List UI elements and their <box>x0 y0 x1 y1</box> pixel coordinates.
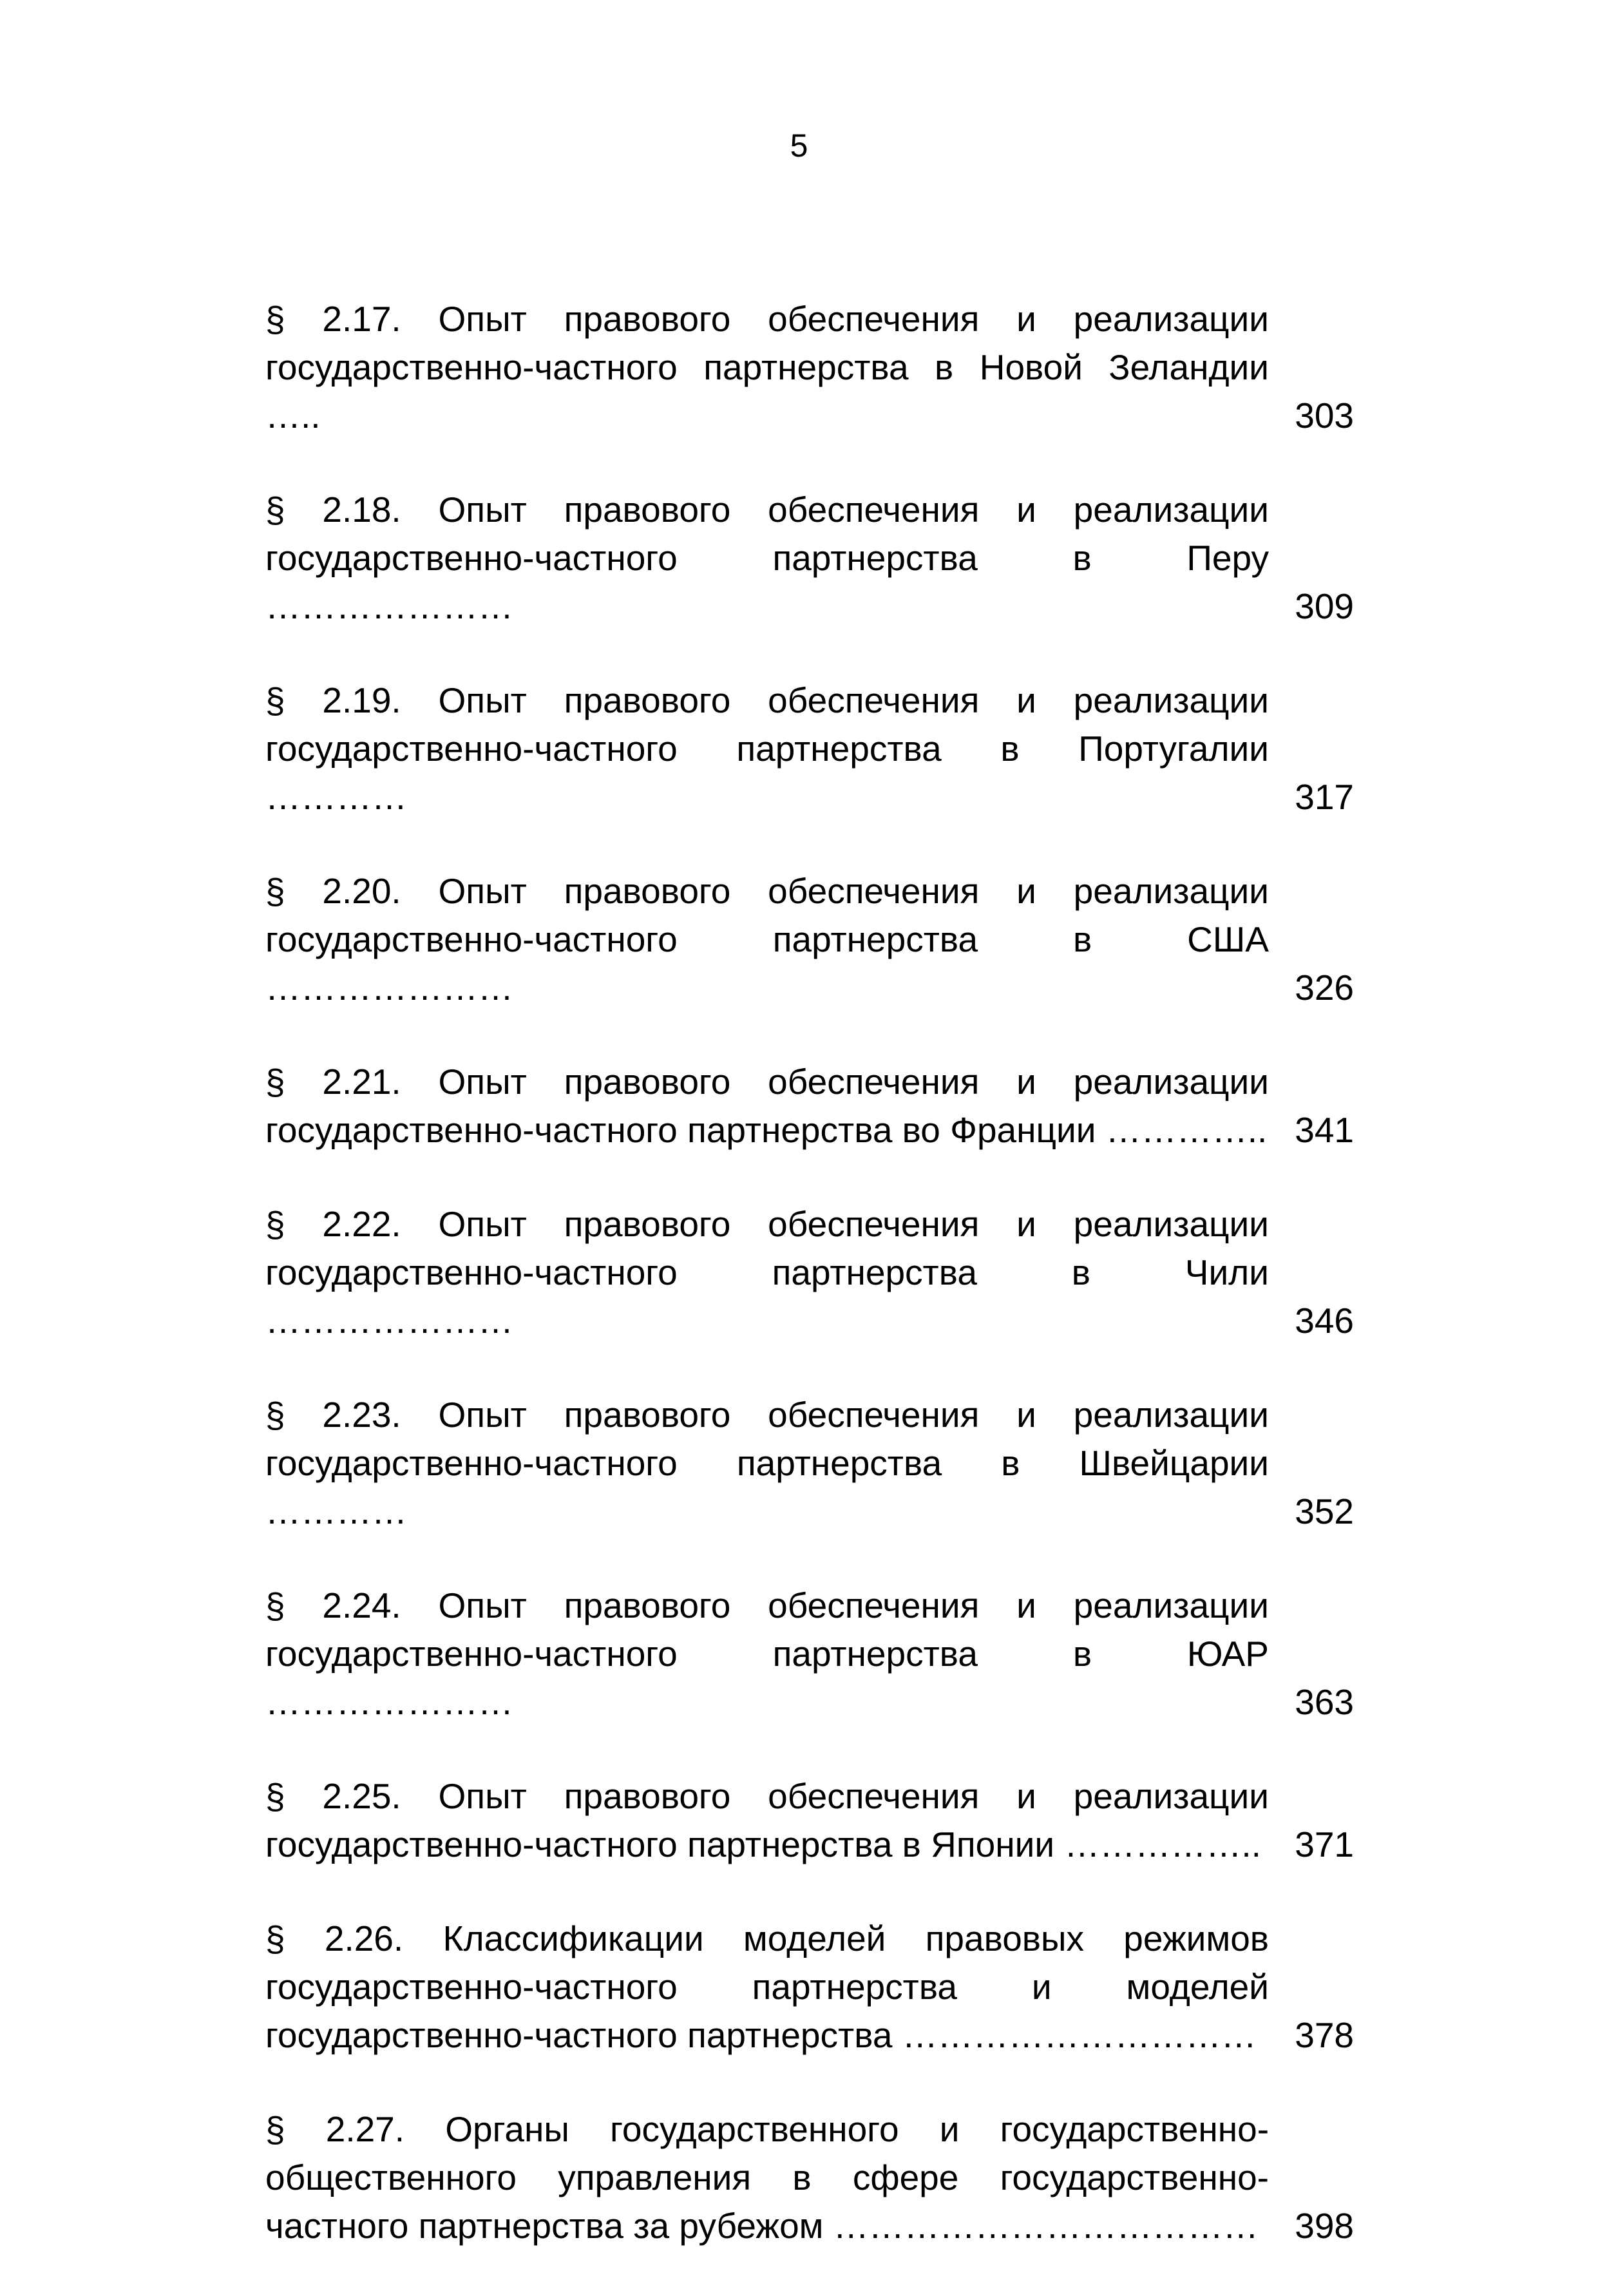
toc-dot-leader: ………….. <box>1105 1110 1268 1150</box>
toc-page-number: 317 <box>1295 777 1354 817</box>
toc-dot-leader: ………… <box>265 1491 407 1531</box>
toc-entry[interactable] <box>265 1391 1354 1536</box>
toc-entry-text <box>265 1391 1269 1536</box>
toc-page-number: 398 <box>1295 2206 1354 2246</box>
toc-page-number: 326 <box>1295 968 1354 1008</box>
toc-page-number: 309 <box>1295 586 1354 626</box>
toc-entry-text <box>265 1058 1269 1154</box>
toc-entry-title: Опыт правового обеспечения и реализации государственно-частного партнерства в Японии <box>265 1776 1269 1864</box>
toc-dot-leader: …………….. <box>1064 1824 1261 1864</box>
toc-entry-title: Опыт правового обеспечения и реализации государственно-частного партнерства в ЮАР <box>265 1585 1269 1674</box>
toc-entry[interactable] <box>265 676 1354 821</box>
toc-page-number: 378 <box>1295 2015 1354 2055</box>
toc-section-number: § 2.21. <box>265 1062 401 1102</box>
toc-entry-text <box>265 1582 1269 1727</box>
toc-entry-title: Классификации моделей правовых режимов государственно-частного партнерства и моделей государственно-частного партнерства <box>265 1918 1270 2055</box>
toc-dot-leader: ………………………… <box>902 2015 1257 2055</box>
toc-dot-leader: ………………… <box>265 586 513 626</box>
toc-entry-title: Органы государственного и государственно-общественного управления в сфере государственно-частного партнерства за рубежом <box>265 2109 1270 2246</box>
toc-entry-title: Опыт правового обеспечения и реализации государственно-частного партнерства в Новой Зеландии <box>265 299 1269 387</box>
toc-section-number: § 2.27. <box>265 2109 405 2149</box>
toc-entry-text <box>265 486 1269 631</box>
toc-entry-text <box>265 676 1269 821</box>
toc-entry[interactable] <box>265 295 1354 440</box>
toc-page-number: 346 <box>1295 1301 1354 1341</box>
page-number: 5 <box>790 128 808 164</box>
toc-entry-title: Опыт правового обеспечения и реализации государственно-частного партнерства в Перу <box>265 490 1269 578</box>
toc-dot-leader: ………………… <box>265 1301 513 1341</box>
toc-section-number: § 2.19. <box>265 680 401 720</box>
toc-section-number: § 2.25. <box>265 1776 401 1816</box>
toc-dot-leader: ………………… <box>265 1682 513 1722</box>
toc-entry[interactable] <box>265 2105 1354 2250</box>
toc-page-number: 371 <box>1295 1824 1354 1864</box>
toc-entry-text <box>265 295 1269 440</box>
toc-entry-text <box>265 1915 1269 2060</box>
toc-entry[interactable] <box>265 486 1354 631</box>
toc-entry-text <box>265 1200 1269 1345</box>
toc-entry-title: Опыт правового обеспечения и реализации государственно-частного партнерства в Португалии <box>265 680 1269 769</box>
table-of-contents <box>265 295 1354 2296</box>
toc-section-number: § 2.22. <box>265 1204 401 1244</box>
toc-page-number: 303 <box>1295 396 1354 435</box>
toc-entry-text <box>265 2105 1269 2250</box>
toc-section-number: § 2.17. <box>265 299 401 339</box>
toc-entry-title: Опыт правового обеспечения и реализации государственно-частного партнерства в Чили <box>265 1204 1269 1292</box>
toc-section-number: § 2.26. <box>265 1918 404 1958</box>
toc-entry-text <box>265 1772 1269 1869</box>
toc-dot-leader: ….. <box>265 396 321 435</box>
toc-page-number: 341 <box>1295 1110 1354 1150</box>
toc-page-number: 352 <box>1295 1491 1354 1531</box>
toc-page-number: 363 <box>1295 1682 1354 1722</box>
toc-dot-leader: ……………………………… <box>833 2206 1259 2246</box>
toc-entry[interactable] <box>265 1772 1354 1869</box>
toc-entry-text <box>265 867 1269 1012</box>
toc-dot-leader: ………………… <box>265 968 513 1008</box>
toc-section-number: § 2.20. <box>265 871 401 911</box>
toc-dot-leader: ………… <box>265 777 407 817</box>
toc-entry-title: Опыт правового обеспечения и реализации государственно-частного партнерства в США <box>265 871 1269 959</box>
toc-entry[interactable] <box>265 1200 1354 1345</box>
toc-entry[interactable] <box>265 1915 1354 2060</box>
toc-entry-title: Опыт правового обеспечения и реализации государственно-частного партнерства во Франции <box>265 1062 1269 1150</box>
toc-section-number: § 2.24. <box>265 1585 401 1625</box>
toc-entry-title: Опыт правового обеспечения и реализации государственно-частного партнерства в Швейцарии <box>265 1395 1269 1483</box>
toc-entry[interactable] <box>265 867 1354 1012</box>
toc-entry[interactable] <box>265 1582 1354 1727</box>
toc-entry[interactable] <box>265 1058 1354 1154</box>
toc-section-number: § 2.18. <box>265 490 401 530</box>
toc-section-number: § 2.23. <box>265 1395 401 1435</box>
